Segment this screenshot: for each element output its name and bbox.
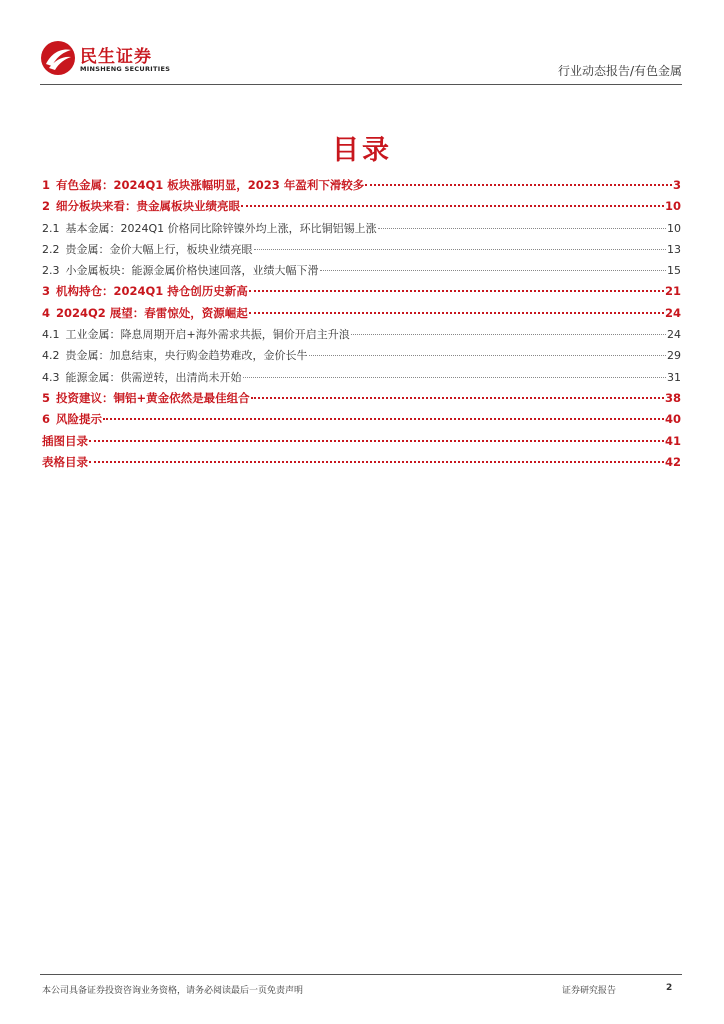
page-title: 目录 <box>332 135 392 166</box>
toc-entry-page: 10 <box>667 221 681 235</box>
toc-dot-leader <box>249 289 664 292</box>
toc-entry-number: 2.1 <box>42 221 60 235</box>
toc-entry[interactable] <box>42 175 681 196</box>
toc-entry-label: 基本金属：2024Q1 价格同比除锌镍外均上涨，环比铜铝锡上涨 <box>65 221 377 235</box>
toc-entry-title <box>42 324 350 345</box>
toc-entry-label: 小金属板块：能源金属价格快速回落，业绩大幅下滑 <box>65 264 319 278</box>
toc-entry-label: 细分板块来看：贵金属板块业绩亮眼 <box>56 199 241 214</box>
toc-entry-title <box>42 239 253 260</box>
toc-entry[interactable] <box>42 431 681 452</box>
toc-entry-label: 机构持仓：2024Q1 持仓创历史新高 <box>56 284 248 299</box>
report-type-label: 行业动态报告/有色金属 <box>557 64 682 78</box>
toc-entry-title <box>42 452 88 473</box>
toc-entry-label: 能源金属：供需逆转，出清尚未开始 <box>65 370 242 384</box>
toc-entry-page: 38 <box>664 390 681 405</box>
toc-entry-page: 3 <box>672 178 681 192</box>
toc-entry-label: 贵金属：加息结束，央行购金趋势难改，金价长牛 <box>65 349 308 363</box>
toc-entry-title <box>42 431 88 452</box>
toc-entry-number: 4.1 <box>42 328 60 342</box>
toc-entry[interactable] <box>42 218 681 239</box>
toc-entry-title <box>42 218 377 239</box>
toc-dot-leader <box>251 396 664 399</box>
toc-entry[interactable] <box>42 452 681 473</box>
toc-entry-page: 13 <box>667 242 681 256</box>
toc-dot-leader <box>320 269 667 271</box>
toc-entry-number: 2.3 <box>42 264 60 278</box>
toc-entry-number: 1 <box>42 178 51 192</box>
toc-entry[interactable] <box>42 239 681 260</box>
toc-entry[interactable] <box>42 324 681 345</box>
toc-dot-leader <box>254 248 667 250</box>
toc-dot-leader <box>249 311 664 314</box>
footer-doc-type: 证券研究报告 <box>562 986 617 996</box>
toc-entry-page: 41 <box>664 433 681 448</box>
logo-chinese-name: 民生证券 <box>80 47 152 67</box>
toc-dot-leader <box>89 439 664 442</box>
toc-entry-page: 10 <box>664 199 681 214</box>
toc-dot-leader <box>241 204 664 207</box>
toc-entry-number: 4.2 <box>42 349 60 363</box>
footer-disclaimer: 本公司具备证券投资咨询业务资格，请务必阅读最后一页免责声明 <box>42 986 304 996</box>
toc-entry-label: 工业金属：降息周期开启+海外需求共振，铜价开启主升浪 <box>65 328 350 342</box>
toc-entry-title <box>42 175 364 196</box>
toc-dot-leader <box>378 227 666 229</box>
page-header <box>40 40 684 84</box>
toc-entry-title <box>42 388 250 409</box>
toc-entry[interactable] <box>42 196 681 217</box>
logo-mark-icon <box>40 40 76 76</box>
toc-entry-page: 31 <box>667 370 681 384</box>
toc-entry-page: 24 <box>664 305 681 320</box>
toc-entry-title <box>42 409 102 430</box>
toc-entry-label: 2024Q2 展望：春雷惊处，资源崛起 <box>56 305 248 320</box>
page-number: 2 <box>666 983 673 993</box>
table-of-contents <box>42 175 681 473</box>
footer-divider <box>40 974 682 975</box>
toc-entry[interactable] <box>42 260 681 281</box>
toc-dot-leader <box>243 376 667 378</box>
toc-entry-page: 24 <box>667 328 681 342</box>
toc-entry-number: 5 <box>42 390 51 405</box>
toc-entry-title <box>42 260 319 281</box>
toc-dot-leader <box>103 417 664 420</box>
toc-entry-page: 21 <box>664 284 681 299</box>
company-logo <box>40 40 180 80</box>
toc-entry-page: 15 <box>667 264 681 278</box>
toc-dot-leader <box>309 354 667 356</box>
toc-entry-title <box>42 281 248 302</box>
toc-entry-title <box>42 367 242 388</box>
toc-entry-title <box>42 196 240 217</box>
toc-entry-label: 有色金属：2024Q1 板块涨幅明显，2023 年盈利下滑较多 <box>56 178 365 192</box>
toc-entry[interactable] <box>42 345 681 366</box>
toc-entry[interactable] <box>42 281 681 302</box>
toc-entry-page: 42 <box>664 454 681 469</box>
toc-entry[interactable] <box>42 388 681 409</box>
toc-entry-page: 40 <box>664 412 681 427</box>
toc-entry-number: 4 <box>42 305 51 320</box>
toc-entry[interactable] <box>42 303 681 324</box>
toc-entry-number: 2 <box>42 199 51 214</box>
toc-entry-number: 3 <box>42 284 51 299</box>
toc-entry-label: 投资建议：铜铝+黄金依然是最佳组合 <box>56 390 250 405</box>
toc-entry-number: 4.3 <box>42 370 60 384</box>
toc-entry-label: 风险提示 <box>56 412 103 427</box>
toc-entry-page: 29 <box>667 349 681 363</box>
toc-entry[interactable] <box>42 367 681 388</box>
toc-dot-leader <box>89 460 664 463</box>
toc-entry-label: 贵金属：金价大幅上行，板块业绩亮眼 <box>65 242 253 256</box>
toc-entry[interactable] <box>42 409 681 430</box>
toc-entry-title <box>42 303 248 324</box>
toc-entry-number: 6 <box>42 412 51 427</box>
toc-dot-leader <box>365 183 672 186</box>
header-divider <box>40 84 682 85</box>
toc-dot-leader <box>351 333 666 335</box>
toc-entry-title <box>42 345 308 366</box>
toc-entry-label: 插图目录 <box>42 433 88 448</box>
logo-english-name: MINSHENG SECURITIES <box>80 65 171 73</box>
toc-entry-label: 表格目录 <box>42 454 88 469</box>
toc-entry-number: 2.2 <box>42 242 60 256</box>
